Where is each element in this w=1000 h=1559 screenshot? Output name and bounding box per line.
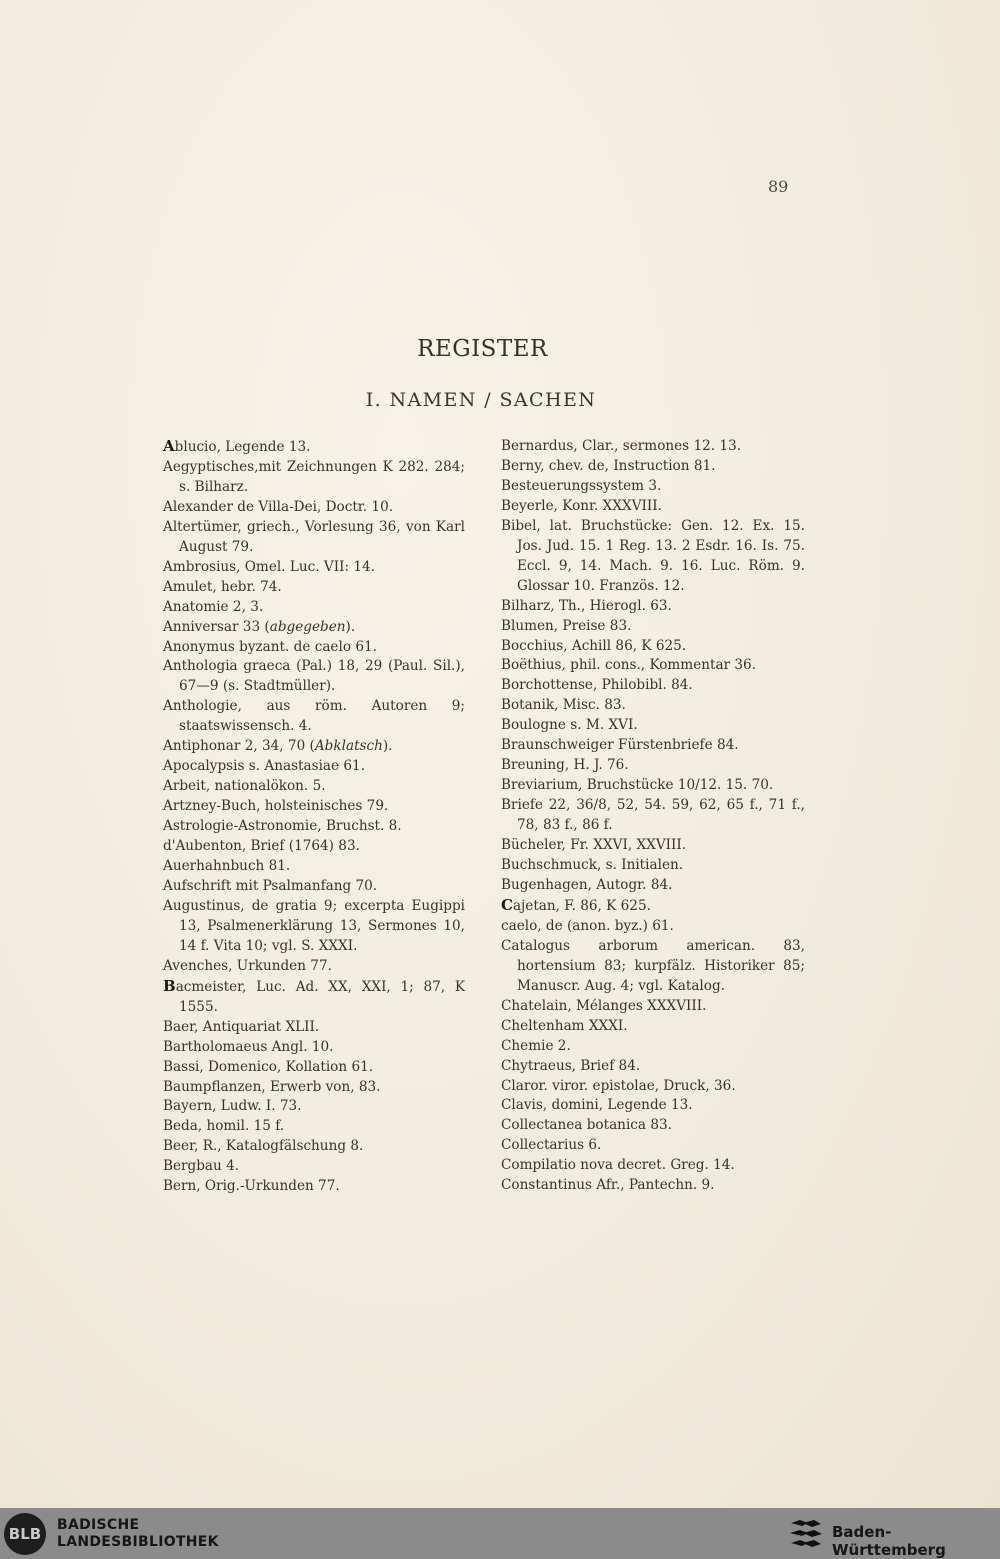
entry-text: Bernardus, Clar., sermones 12. 13. (501, 438, 742, 454)
index-entry (163, 578, 465, 598)
entry-text: Bergbau 4. (163, 1158, 240, 1175)
index-entry (163, 1058, 465, 1078)
index-entry (163, 518, 465, 558)
index-entry (501, 776, 805, 796)
entry-text: Compilatio nova decret. Greg. 14. (501, 1157, 735, 1174)
entry-text: Besteuerungssystem 3. (501, 477, 662, 494)
entry-text: Constantinus Afr., Pantechn. 9. (501, 1177, 715, 1194)
index-entry (163, 1157, 465, 1177)
index-entry (501, 477, 805, 497)
entry-text: Altertümer, griech., Vorlesung 36, von Karl August 79. (163, 518, 465, 555)
index-entry (163, 1177, 465, 1197)
index-entry (163, 498, 465, 518)
index-entry (501, 1156, 805, 1176)
index-entry (501, 1176, 805, 1196)
entry-initial: C (501, 895, 513, 914)
index-entry (163, 1078, 465, 1098)
entry-text: Apocalypsis s. Anastasiae 61. (163, 758, 366, 775)
entry-text: Bayern, Ludw. I. 73. (163, 1098, 302, 1115)
entry-text: Anatomie 2, 3. (163, 598, 264, 615)
index-entry (501, 1136, 805, 1156)
entry-text: Braunschweiger Fürstenbriefe 84. (501, 737, 739, 754)
index-entry (501, 836, 805, 856)
index-entry (163, 1137, 465, 1157)
entry-text: Bilharz, Th., Hierogl. 63. (501, 597, 672, 614)
entry-text: Augustinus, de gratia 9; excerpta Eugippi 13, Psalmenerklärung 13, Sermones 10, 14 f. Vita 10; vgl. S. XXXI. (163, 897, 465, 954)
index-entry (501, 736, 805, 756)
entry-text: Arbeit, nationalökon. 5. (163, 778, 326, 795)
entry-text: Claror. viror. epistolae, Druck, 36. (501, 1077, 736, 1094)
entry-text: d'Aubenton, Brief (1764) 83. (163, 838, 360, 855)
entry-initial: A (163, 437, 175, 455)
index-entry (501, 617, 805, 637)
entry-italic: Abklatsch (314, 738, 383, 755)
index-entry (501, 437, 805, 457)
index-entry (163, 558, 465, 578)
index-entry (163, 777, 465, 797)
index-entry (501, 896, 805, 917)
entry-text: Antiphonar 2, 34, 70 ( (163, 738, 315, 755)
index-entry (501, 517, 805, 597)
blb-logo[interactable]: BLB (4, 1513, 46, 1555)
entry-italic: abgegeben (269, 618, 346, 635)
entry-text: Astrologie-Astronomie, Bruchst. 8. (163, 818, 402, 835)
entry-text: Blumen, Preise 83. (501, 617, 632, 634)
index-entry (163, 817, 465, 837)
index-entry (501, 637, 805, 657)
entry-text: Boëthius, phil. cons., Kommentar 36. (501, 657, 757, 674)
index-entry (163, 618, 465, 638)
index-entry (163, 458, 465, 498)
index-entry (501, 696, 805, 716)
entry-text: Chytraeus, Brief 84. (501, 1057, 641, 1074)
index-entry (501, 756, 805, 776)
index-entry (163, 797, 465, 817)
library-name-line1: BADISCHE (57, 1517, 140, 1533)
entry-text: Collectarius 6. (501, 1137, 602, 1154)
entry-text: Amulet, hebr. 74. (163, 578, 282, 595)
index-entry (501, 1057, 805, 1077)
entry-text: Beer, R., Katalogfälschung 8. (163, 1138, 364, 1155)
index-entry (163, 877, 465, 897)
index-entry (163, 957, 465, 977)
state-name[interactable]: Baden-Württemberg (832, 1523, 946, 1559)
index-entry (501, 716, 805, 736)
entry-text: ajetan, F. 86, K 625. (512, 897, 651, 914)
entry-text: acmeister, Luc. Ad. XX, XXI, 1; 87, K 1555. (175, 978, 465, 1015)
index-entry (163, 897, 465, 957)
index-column-right (501, 437, 805, 1196)
index-entry (163, 857, 465, 877)
entry-initial: B (163, 976, 176, 995)
index-entry (501, 457, 805, 477)
index-entry (501, 876, 805, 896)
entry-text: Breviarium, Bruchstücke 10/12. 15. 70. (501, 777, 774, 794)
entry-text: Berny, chev. de, Instruction 81. (501, 457, 716, 474)
entry-text: Catalogus arborum american. 83, hortensium 83; kurpfälz. Historiker 85; Manuscr. Aug. 4; vgl. Katalog. (501, 937, 805, 994)
entry-text: Botanik, Misc. 83. (501, 697, 626, 714)
index-entry (501, 1077, 805, 1097)
entry-text: Bücheler, Fr. XXVI, XXVIII. (501, 837, 687, 854)
entry-text: Aufschrift mit Psalmanfang 70. (163, 877, 378, 894)
entry-text: Clavis, domini, Legende 13. (501, 1097, 693, 1114)
index-entry (163, 1097, 465, 1117)
index-entry (501, 497, 805, 517)
entry-text: Bibel, lat. Bruchstücke: Gen. 12. Ex. 15. Jos. Jud. 15. 1 Reg. 13. 2 Esdr. 16. Is. 75. Eccl. 9, 14. Mach. 9. 16. Luc. Röm. 9. Glossar 10. Französ. 12. (501, 517, 805, 594)
entry-text-after: ). (345, 618, 356, 635)
index-column-left (163, 437, 465, 1197)
entry-text: Artzney-Buch, holsteinisches 79. (163, 798, 389, 815)
index-entry (501, 1017, 805, 1037)
entry-text: Bocchius, Achill 86, K 625. (501, 637, 687, 654)
index-entry (163, 437, 465, 458)
entry-text: Chemie 2. (501, 1037, 571, 1054)
index-entry (501, 937, 805, 997)
index-entry (163, 737, 465, 757)
entry-text: Beyerle, Konr. XXXVIII. (501, 497, 662, 514)
section-title: I. NAMEN / SACHEN (365, 389, 597, 411)
page-title: REGISTER (417, 336, 548, 362)
index-entry (501, 1096, 805, 1116)
entry-text: Briefe 22, 36/8, 52, 54. 59, 62, 65 f., 71 f., 78, 83 f., 86 f. (501, 797, 805, 834)
entry-text: Anthologie, aus röm. Autoren 9; staatswissensch. 4. (163, 698, 465, 735)
entry-text: Bern, Orig.-Urkunden 77. (163, 1178, 340, 1195)
index-entry (501, 1037, 805, 1057)
entry-text: Beda, homil. 15 f. (163, 1118, 285, 1135)
index-entry (501, 597, 805, 617)
entry-text: Ambrosius, Omel. Luc. VII: 14. (163, 558, 375, 575)
index-entry (163, 977, 465, 1018)
footer-bar (0, 1508, 1000, 1559)
entry-text: Anonymus byzant. de caelo 61. (163, 638, 377, 655)
entry-text: Collectanea botanica 83. (501, 1117, 672, 1134)
entry-text-after: ). (382, 738, 393, 755)
entry-text: Bassi, Domenico, Kollation 61. (163, 1058, 374, 1075)
index-entry (163, 757, 465, 777)
entry-text: Cheltenham XXXI. (501, 1017, 628, 1034)
entry-text: Avenches, Urkunden 77. (163, 957, 332, 974)
library-name-line2: LANDESBIBLIOTHEK (57, 1534, 219, 1550)
entry-text: Baumpflanzen, Erwerb von, 83. (163, 1078, 381, 1095)
entry-text: caelo, de (anon. byz.) 61. (501, 917, 674, 934)
index-entry (501, 796, 805, 836)
entry-text: Baer, Antiquariat XLII. (163, 1018, 320, 1035)
index-entry (501, 856, 805, 876)
index-entry (501, 676, 805, 696)
index-entry (163, 837, 465, 857)
index-entry (501, 1116, 805, 1136)
index-entry (501, 997, 805, 1017)
entry-text: Boulogne s. M. XVI. (501, 717, 638, 734)
index-entry (501, 917, 805, 937)
index-entry (163, 598, 465, 618)
index-entry (163, 638, 465, 658)
index-entry (163, 697, 465, 737)
entry-text: Borchottense, Philobibl. 84. (501, 677, 693, 694)
entry-text: blucio, Legende 13. (174, 439, 311, 455)
library-name[interactable] (57, 1517, 219, 1551)
index-entry (163, 1117, 465, 1137)
entry-text: Breuning, H. J. 76. (501, 757, 629, 774)
entry-text: Buchschmuck, s. Initialen. (501, 857, 684, 874)
coat-of-arms-icon (788, 1518, 824, 1552)
entry-text: Bartholomaeus Angl. 10. (163, 1038, 334, 1055)
entry-text: Auerhahnbuch 81. (163, 858, 291, 875)
entry-text: Aegyptisches,mit Zeichnungen K 282. 284; s. Bilharz. (163, 458, 465, 495)
entry-text: Chatelain, Mélanges XXXVIII. (501, 997, 707, 1014)
entry-text: Bugenhagen, Autogr. 84. (501, 876, 673, 893)
index-entry (163, 1038, 465, 1058)
page-number: 89 (768, 177, 789, 196)
entry-text: Anthologia graeca (Pal.) 18, 29 (Paul. Sil.), 67—9 (s. Stadtmüller). (163, 658, 465, 695)
index-entry (163, 657, 465, 697)
entry-text: Anniversar 33 ( (163, 618, 270, 635)
index-entry (163, 1018, 465, 1038)
index-entry (501, 656, 805, 676)
entry-text: Alexander de Villa-Dei, Doctr. 10. (163, 498, 394, 515)
